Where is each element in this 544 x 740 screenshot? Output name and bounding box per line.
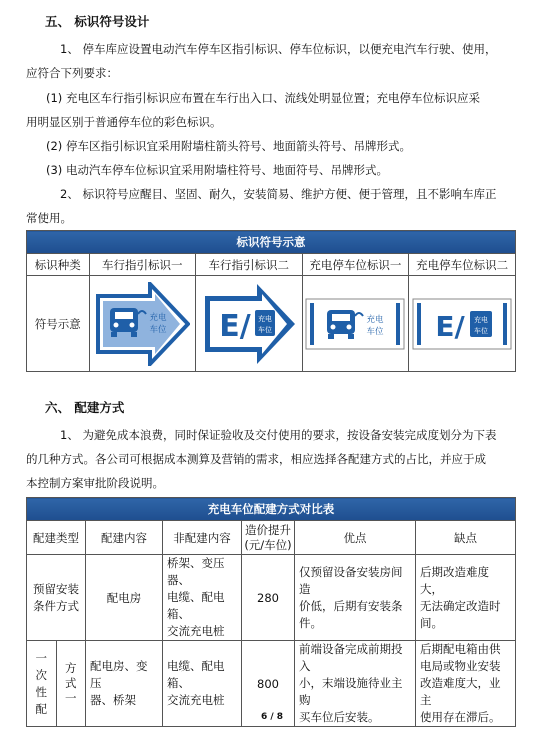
mode-row2-cons-line3: 改造难度大，业主 — [420, 676, 501, 707]
ev-letters-icon: E/ — [219, 308, 251, 344]
sign-space-one-text1: 充电 — [366, 314, 384, 325]
section5-item3: (3) 电动汽车停车位标识宜采用附墙柱符号、地面符号、吊牌形式。 — [46, 163, 388, 177]
mode-row1-cons-line1: 后期改造难度大， — [420, 564, 489, 596]
mode-row1-type-line2: 条件方式 — [33, 598, 79, 613]
sign-table-header-space2: 充电停车位标识二 — [409, 254, 516, 276]
sign-space-two-image — [412, 298, 512, 350]
sign-guide-one-text1: 充电 — [149, 312, 167, 323]
sign-space-one-cell — [302, 276, 409, 372]
mode-row2-content-line1: 配电房、变压 — [90, 659, 148, 690]
mode-row2-type-a: 一 — [35, 650, 47, 665]
sign-space-two-text1: 充电 — [474, 315, 489, 324]
mode-row2-pros-line2: 小，末端设施待业主购 — [299, 676, 403, 707]
sign-space-two-text2: 车位 — [474, 326, 489, 335]
sign-space-two-cell — [409, 276, 516, 372]
sign-table-header-guide2: 车行指引标识二 — [196, 254, 303, 276]
mode-row2-non-line2: 交流充电桩 — [167, 693, 225, 707]
sign-guide-one-image — [94, 282, 190, 366]
section5-item1-line2: 用明显区别于普通停车位的彩色标识。 — [26, 115, 222, 129]
mode-row1-type — [27, 555, 86, 641]
mode-row2-non-line1: 电缆、配电箱、 — [167, 659, 225, 690]
mode-row2-pros-line1: 前端设备完成前期投入 — [299, 642, 403, 673]
section6-para-line1: 1、 为避免成本浪费，同时保证验收及交付使用的要求，按设备安装完成度划分为下表 — [60, 428, 497, 442]
sign-guide-two-text1: 充电 — [257, 314, 272, 323]
mode-row2-pros-line3: 买车位后安装。 — [299, 710, 380, 724]
section6-heading: 六、 配建方式 — [45, 400, 125, 415]
mode-table-title: 充电车位配建方式对比表 — [27, 498, 516, 521]
sign-table-header-space1: 充电停车位标识一 — [302, 254, 409, 276]
sign-guide-two-image — [201, 282, 297, 366]
mode-row2-sub-c: 一 — [65, 691, 77, 705]
sign-space-one-text2: 车位 — [366, 326, 384, 337]
mode-row1-non-line1: 桥架、变压器、 — [167, 556, 225, 587]
section5-heading: 五、 标识符号设计 — [45, 14, 150, 29]
sign-table-header-guide1: 车行指引标识一 — [89, 254, 196, 276]
sign-table — [26, 230, 516, 372]
section6-para-line2: 的几种方式。各公司可根据成本测算及营销的需求，相应选择各配建方式的占比，并应于成 — [26, 452, 486, 466]
mode-row2-sub-a: 方 — [65, 661, 77, 675]
sign-guide-one-text2: 车位 — [149, 324, 167, 335]
mode-row1-cost: 280 — [242, 555, 295, 641]
sign-guide-two-text2: 车位 — [257, 325, 272, 334]
mode-row1-non-line3: 交流充电桩 — [167, 624, 225, 638]
sign-space-one-image — [305, 298, 405, 350]
section5-item2: (2) 停车区指引标识宜采用附墙柱箭头符号、地面箭头符号、吊牌形式。 — [46, 139, 411, 153]
mode-header-cost — [242, 521, 295, 555]
sign-guide-one-cell — [89, 276, 196, 372]
page-number: 6 / 8 — [260, 712, 284, 722]
mode-header-pros: 优点 — [295, 521, 416, 555]
mode-row1-type-line1: 预留安装 — [33, 581, 79, 596]
section6-para-line3: 本控制方案审批阶段说明。 — [26, 476, 164, 490]
sign-guide-two-cell — [196, 276, 303, 372]
mode-header-cost-line2: (元/车位) — [244, 537, 292, 552]
section5-para2-line1: 2、 标识符号应醒目、坚固、耐久，安装简易、维护方便、便于管理，且不影响车库正 — [60, 187, 497, 201]
mode-row1-cons-line3: 间。 — [420, 615, 443, 630]
section5-item1-line1: (1) 充电区车行指引标识应布置在车行出入口、流线处明显位置；充电停车位标识应采 — [46, 91, 480, 105]
mode-row2-type-c: 性 — [35, 684, 47, 699]
mode-row1-non-line2: 电缆、配电箱、 — [167, 590, 225, 621]
section5-para2-line2: 常使用。 — [26, 211, 72, 225]
mode-row2-sub-b: 式 — [65, 676, 77, 690]
mode-row1-content: 配电房 — [86, 555, 163, 641]
mode-row1-cons — [416, 555, 516, 641]
mode-row2-content-line2: 器、桥架 — [90, 693, 136, 707]
mode-row2-type-d: 配 — [35, 701, 47, 716]
sign-table-title: 标识符号示意 — [27, 231, 516, 254]
mode-row2-type-b: 次 — [35, 667, 47, 682]
mode-row1-pros-line2: 价低，后期有安装条件。 — [299, 598, 403, 630]
mode-row1-pros — [295, 555, 416, 641]
mode-header-type: 配建类型 — [27, 521, 86, 555]
mode-row1-non-content — [163, 555, 242, 641]
mode-row2-cost: 800 — [242, 641, 295, 727]
sign-table-row-label: 符号示意 — [27, 276, 90, 372]
mode-header-cons: 缺点 — [416, 521, 516, 555]
section5-para1-line2: 应符合下列要求： — [26, 66, 118, 80]
section5-para1-line1: 1、 停车库应设置电动汽车停车区指引标识、停车位标识，以便充电汽车行驶、使用， — [60, 42, 497, 56]
ev-letters-icon: E/ — [435, 309, 465, 343]
mode-row2-cons-line1: 后期配电箱由供 — [420, 642, 501, 656]
mode-table — [26, 497, 516, 727]
sign-table-header-type: 标识种类 — [27, 254, 90, 276]
mode-header-non-content: 非配建内容 — [163, 521, 242, 555]
mode-row2-cons-line2: 电局或物业安装 — [420, 659, 501, 673]
mode-row1-pros-line1: 仅预留设备安装房间造 — [299, 564, 403, 596]
mode-header-cost-line1: 造价提升 — [245, 522, 291, 537]
mode-row2-cons-line4: 使用存在滞后。 — [420, 710, 501, 724]
mode-header-content: 配建内容 — [86, 521, 163, 555]
mode-row1-cons-line2: 无法确定改造时 — [420, 598, 501, 613]
